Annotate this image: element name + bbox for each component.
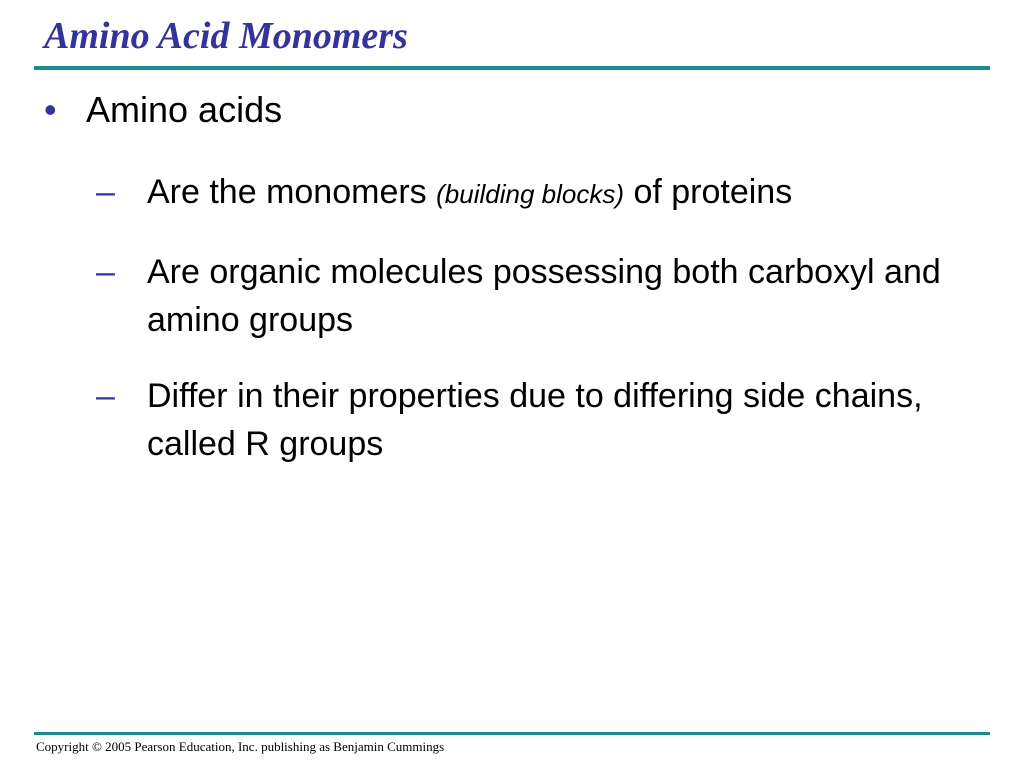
subbullet-text-start: Are the monomers — [147, 173, 437, 211]
slide-title: Amino Acid Monomers — [44, 15, 408, 57]
subbullet-text-italic: (building blocks) — [436, 179, 624, 209]
footer-divider — [34, 732, 990, 735]
subbullet-text: Are organic molecules possessing both carboxyl and amino groups — [147, 253, 941, 339]
subbullet-text: Differ in their properties due to differing side chains, called R groups — [147, 377, 923, 463]
subbullet-marker: – — [96, 173, 115, 211]
bullet-text: Amino acids — [86, 89, 283, 130]
subbullet-marker: – — [96, 253, 115, 291]
subbullet-text — [147, 168, 947, 218]
bullet-marker: • — [44, 89, 57, 130]
copyright-footer: Copyright © 2005 Pearson Education, Inc. publishing as Benjamin Cummings — [36, 739, 445, 754]
subbullet-marker: – — [96, 377, 115, 415]
subbullet-text-end: of proteins — [624, 173, 793, 211]
